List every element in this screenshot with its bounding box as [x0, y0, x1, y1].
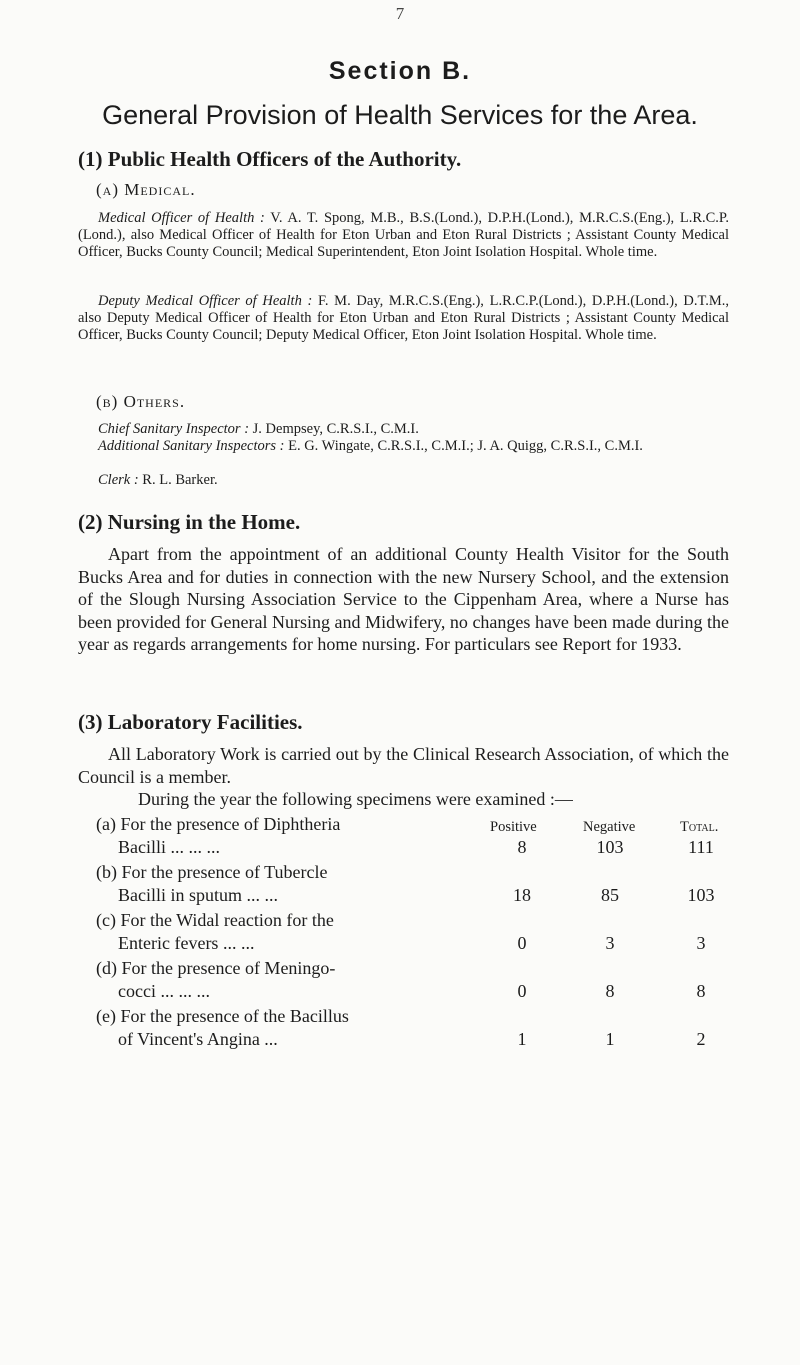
- moh-paragraph: [78, 210, 729, 261]
- dmoh-role: Deputy Medical Officer of Health :: [98, 293, 313, 309]
- heading-nursing: (2) Nursing in the Home.: [78, 510, 301, 534]
- csi-paragraph: [78, 421, 729, 438]
- specimen-row: [96, 910, 736, 930]
- moh-role: Medical Officer of Health :: [98, 210, 265, 226]
- column-header-total: Total.: [680, 819, 719, 835]
- specimen-row: [96, 814, 736, 834]
- negative-value: 85: [601, 885, 619, 905]
- clerk-role: Clerk :: [98, 472, 139, 488]
- asi-role: Additional Sanitary Inspectors :: [98, 438, 285, 454]
- column-header-negative: Negative: [583, 819, 636, 835]
- asi-text: E. G. Wingate, C.R.S.I., C.M.I.; J. A. Quigg, C.R.S.I., C.M.I.: [288, 438, 643, 454]
- specimen-label-line1: (e) For the presence of the Bacillus: [96, 1006, 349, 1026]
- negative-value: 1: [605, 1029, 615, 1049]
- page-number: 7: [395, 4, 405, 23]
- heading-public-health-officers: (1) Public Health Officers of the Authority.: [78, 147, 462, 171]
- clerk-paragraph: [78, 472, 729, 489]
- positive-value: 0: [517, 981, 527, 1001]
- heading-others: (b) Others.: [96, 392, 186, 411]
- specimen-label-line1: (b) For the presence of Tubercle: [96, 862, 328, 882]
- specimen-label-line1: (a) For the presence of Diphtheria: [96, 814, 341, 834]
- nursing-paragraph: Apart from the appointment of an additional County Health Visitor for the South Bucks Area and for duties in connection with the new Nursery School, and the extension of the Slough Nursing Association Service to the Cippenham Area, where a Nurse has been provided for General Nursing and Midwifery, no changes have been made during the year as regards arrangements for home nursing. For particulars see Report for 1933.: [78, 544, 729, 654]
- specimen-label-line2: Bacilli in sputum ... ...: [118, 885, 278, 905]
- specimen-label-line2: Bacilli ... ... ...: [118, 837, 220, 857]
- total-value: 111: [688, 837, 714, 857]
- column-header-positive: Positive: [490, 819, 537, 835]
- asi-paragraph: [78, 438, 729, 455]
- specimen-row: [96, 958, 736, 978]
- positive-value: 8: [517, 837, 527, 857]
- specimen-row-values: [96, 933, 736, 953]
- positive-value: 1: [517, 1029, 527, 1049]
- specimen-row: [96, 862, 736, 882]
- document-title: General Provision of Health Services for the Area.: [102, 100, 698, 130]
- csi-text: J. Dempsey, C.R.S.I., C.M.I.: [252, 421, 419, 437]
- csi-role: Chief Sanitary Inspector :: [98, 421, 250, 437]
- negative-value: 3: [605, 933, 615, 953]
- heading-laboratory: (3) Laboratory Facilities.: [78, 710, 303, 734]
- dmoh-text: F. M. Day, M.R.C.S.(Eng.), L.R.C.P.(Lond.), D.P.H.(Lond.), D.T.M., also Deputy Medical Officer of Health for Eton Urban and Eton Rural Districts ; Assistant County Medical Officer, Bucks County Council; Deputy Medical Officer, Eton Joint Isolation Hospital. Whole time.: [78, 293, 730, 343]
- specimen-label-line2: of Vincent's Angina ...: [118, 1029, 278, 1049]
- total-value: 8: [696, 981, 706, 1001]
- section-heading: Section B.: [328, 57, 472, 85]
- positive-value: 0: [517, 933, 527, 953]
- specimen-label-line1: (d) For the presence of Meningo-: [96, 958, 336, 978]
- heading-medical: (a) Medical.: [96, 180, 196, 199]
- moh-text: V. A. T. Spong, M.B., B.S.(Lond.), D.P.H.(Lond.), M.R.C.S.(Eng.), L.R.C.P.(Lond.), also Medical Officer of Health for Eton Urban and Eton Rural Districts ; Assistant County Medical Officer, Bucks County Council; Medical Superintendent, Eton Joint Isolation Hospital. Whole time.: [78, 210, 729, 260]
- specimen-label-line1: (c) For the Widal reaction for the: [96, 910, 334, 930]
- positive-value: 18: [513, 885, 531, 905]
- dmoh-paragraph: [78, 293, 729, 344]
- clerk-text: R. L. Barker.: [142, 472, 218, 488]
- specimen-row-values: [96, 837, 736, 857]
- total-value: 103: [687, 885, 715, 905]
- specimen-row-values: [96, 1029, 736, 1049]
- negative-value: 103: [596, 837, 624, 857]
- specimen-row-values: [96, 981, 736, 1001]
- total-value: 2: [696, 1029, 706, 1049]
- specimen-label-line2: Enteric fevers ... ...: [118, 933, 255, 953]
- laboratory-paragraph: All Laboratory Work is carried out by the Clinical Research Association, of which the Council is a member.: [78, 744, 729, 787]
- total-value: 3: [696, 933, 706, 953]
- specimen-row-values: [96, 885, 736, 905]
- negative-value: 8: [605, 981, 615, 1001]
- specimens-intro: During the year the following specimens were examined :—: [138, 789, 573, 809]
- specimen-label-line2: cocci ... ... ...: [118, 981, 210, 1001]
- specimen-row: [96, 1006, 736, 1026]
